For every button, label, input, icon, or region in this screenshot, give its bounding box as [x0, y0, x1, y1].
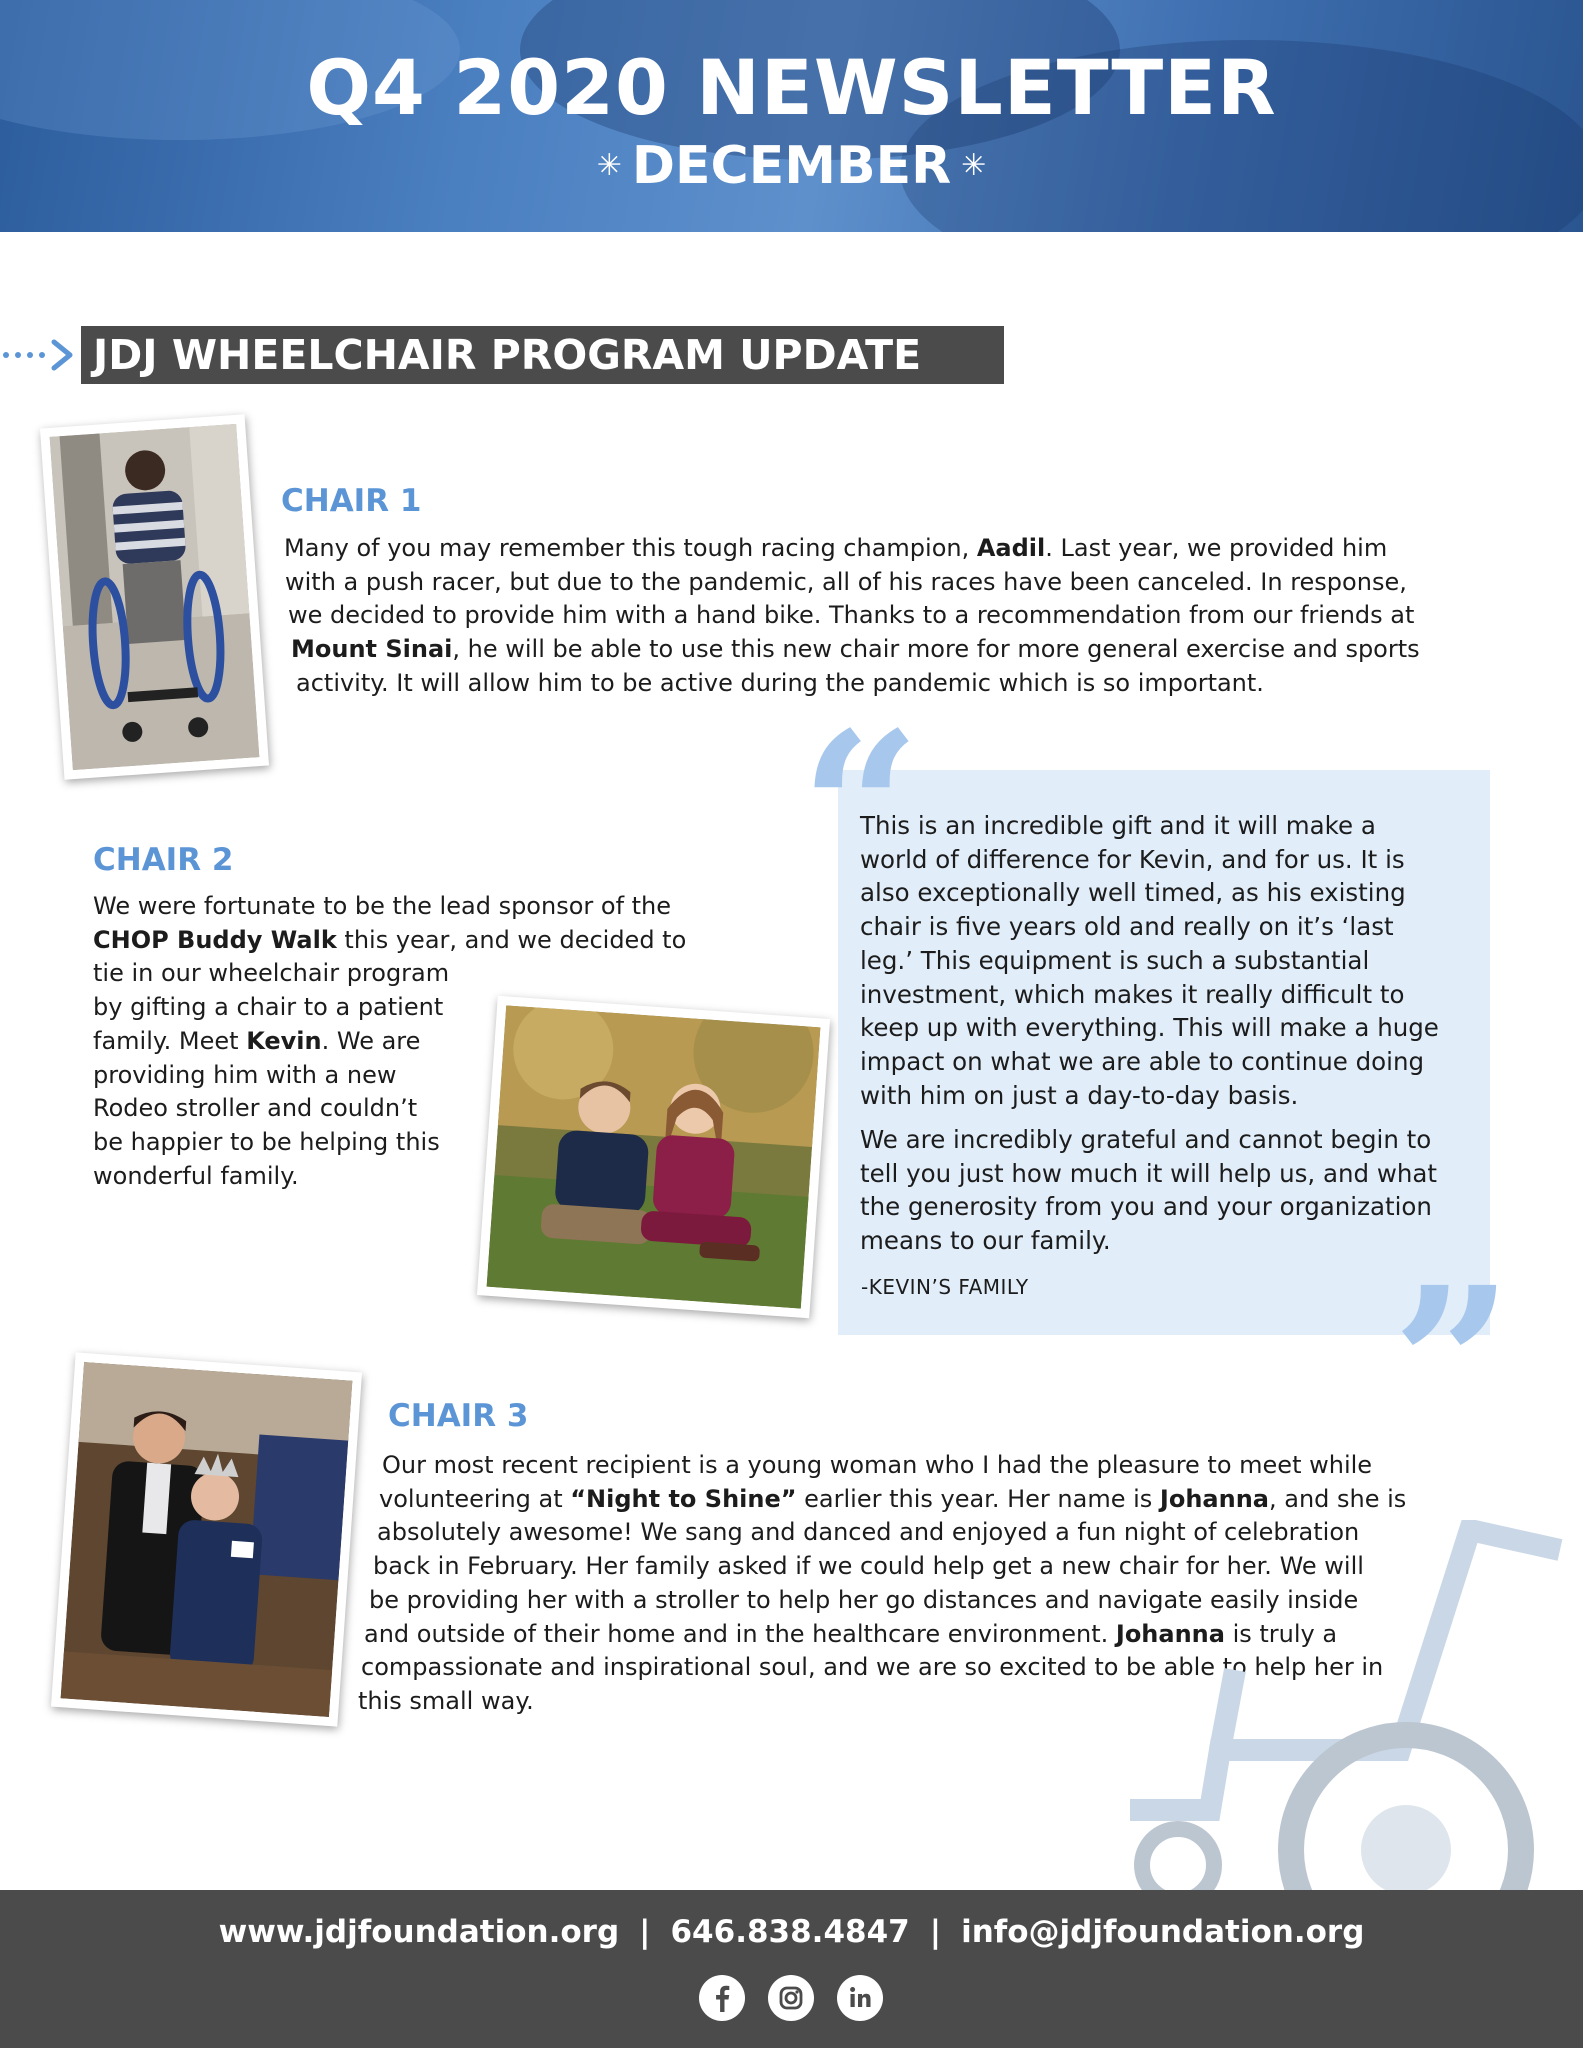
text-run: earlier this year. Her name is	[796, 1484, 1160, 1513]
quote-line: chair is five years old and really on it’s ‘last	[860, 912, 1394, 942]
text-run: we decided to provide him with a hand bike. Thanks to a recommendation from our friends at	[288, 601, 1415, 630]
text-run: absolutely awesome! We sang and danced and enjoyed a fun night of celebration	[377, 1518, 1360, 1547]
text-run: with a push racer, but due to the pandemic, all of his races have been canceled. In response,	[285, 567, 1407, 596]
text-run: Our most recent recipient is a young woman who I had the pleasure to meet while	[382, 1451, 1373, 1479]
text-line	[379, 1483, 1406, 1517]
testimonial-attribution: -KEVIN’S FAMILY	[861, 1275, 1029, 1299]
text-line	[285, 566, 1420, 600]
quote-line: world of difference for Kevin, and for us. It is	[860, 844, 1405, 874]
instagram-icon[interactable]	[768, 1975, 814, 2021]
open-quote-icon: “	[800, 686, 921, 933]
newsletter-title: Q4 2020 NEWSLETTER	[306, 43, 1277, 132]
quote-line: leg.’ This equipment is such a substantial	[860, 945, 1370, 975]
quote-line: investment, which makes it really difficult to	[860, 979, 1405, 1009]
separator: |	[639, 1914, 651, 1950]
quote-line: We are incredibly grateful and cannot begin to	[860, 1125, 1432, 1154]
text-run: . We are	[321, 1026, 421, 1055]
photo-aadil	[40, 414, 269, 779]
text-line	[382, 1449, 1406, 1483]
text-run: , and she is	[1268, 1484, 1407, 1513]
text-run: back in February. Her family asked if we could help get a new chair for her. We will	[373, 1552, 1364, 1581]
bold-text: Aadil	[976, 534, 1046, 562]
text-line	[288, 599, 1420, 633]
close-quote-icon: ”	[1392, 1241, 1513, 1488]
bold-text: Johanna	[1115, 1619, 1225, 1648]
quote-line: means to our family.	[860, 1226, 1111, 1256]
text-line	[93, 890, 686, 924]
testimonial-paragraph-2	[860, 1123, 1437, 1258]
chair-3-title: CHAIR 3	[388, 1398, 529, 1434]
testimonial-paragraph-1	[860, 809, 1439, 1112]
text-run: this small way.	[358, 1686, 534, 1715]
contact-line	[0, 1914, 1583, 1950]
text-run: , he will be able to use this new chair more for more general exercise and sports	[452, 635, 1420, 664]
text-line	[284, 532, 1420, 566]
text-line	[93, 924, 686, 958]
text-run: . Last year, we provided him	[1045, 534, 1388, 562]
text-run: tie in our wheelchair program	[93, 959, 450, 988]
photo-kevin	[477, 996, 830, 1318]
text-run: by gifting a chair to a patient	[93, 993, 444, 1022]
bold-text: CHOP Buddy Walk	[93, 925, 337, 954]
quote-line: with him on just a day-to-day basis.	[860, 1080, 1299, 1110]
text-run: We were fortunate to be the lead sponsor of the	[93, 892, 672, 920]
text-run: is truly a	[1224, 1619, 1338, 1648]
chair-1-body	[284, 532, 1420, 701]
star-icon: ✳	[961, 148, 987, 183]
wheelchair-icon	[1060, 1520, 1583, 1890]
chair-1-title: CHAIR 1	[281, 483, 422, 519]
linkedin-icon[interactable]	[837, 1975, 883, 2021]
text-run: Many of you may remember this tough racing champion,	[284, 534, 977, 562]
month-label: DECEMBER	[631, 136, 952, 196]
quote-line: This is an incredible gift and it will make a	[860, 811, 1376, 840]
text-run: family. Meet	[93, 1026, 247, 1055]
text-run: wonderful family.	[93, 1161, 299, 1190]
wheelchair-child-photo	[50, 424, 260, 770]
text-run: be happier to be helping this	[93, 1127, 440, 1156]
text-line	[93, 957, 686, 991]
quote-line: keep up with everything. This will make a huge	[860, 1013, 1439, 1043]
bold-text: Johanna	[1159, 1484, 1269, 1513]
quote-line: tell you just how much it will help us, and what	[860, 1158, 1438, 1188]
text-run: Rodeo stroller and couldn’t	[93, 1094, 418, 1123]
text-run: providing him with a new	[93, 1060, 397, 1089]
text-run: this year, and we decided to	[336, 925, 687, 954]
website-link[interactable]: www.jdjfoundation.org	[218, 1914, 620, 1950]
dotted-arrow-icon	[0, 337, 80, 373]
email-link[interactable]: info@jdjfoundation.org	[961, 1914, 1365, 1950]
phone-number[interactable]: 646.838.4847	[670, 1914, 910, 1950]
text-run: activity. It will allow him to be active during the pandemic which is so important.	[296, 668, 1264, 697]
text-run: compassionate and inspirational soul, and we are so excited to be able to help her in	[361, 1653, 1384, 1682]
star-icon: ✳	[596, 148, 622, 183]
text-run: volunteering at	[379, 1484, 571, 1513]
bold-text: Mount Sinai	[291, 635, 453, 664]
facebook-icon[interactable]	[699, 1975, 745, 2021]
bold-text: “Night to Shine”	[570, 1484, 797, 1513]
text-run: and outside of their home and in the healthcare environment.	[364, 1619, 1116, 1648]
section-heading: JDJ WHEELCHAIR PROGRAM UPDATE	[81, 326, 1004, 384]
quote-line: the generosity from you and your organization	[860, 1192, 1432, 1222]
quote-line: impact on what we are able to continue doing	[860, 1046, 1425, 1076]
header-banner	[0, 0, 1583, 232]
separator: |	[929, 1914, 942, 1950]
bold-text: Kevin	[246, 1026, 322, 1055]
quote-line: also exceptionally well timed, as his existing	[860, 878, 1406, 908]
newsletter-month	[0, 136, 1583, 196]
text-line	[291, 633, 1420, 667]
chair-2-title: CHAIR 2	[93, 842, 234, 878]
kevin-and-sister-photo	[487, 1005, 821, 1308]
text-run: be providing her with a stroller to help her go distances and navigate easily inside	[369, 1585, 1359, 1614]
